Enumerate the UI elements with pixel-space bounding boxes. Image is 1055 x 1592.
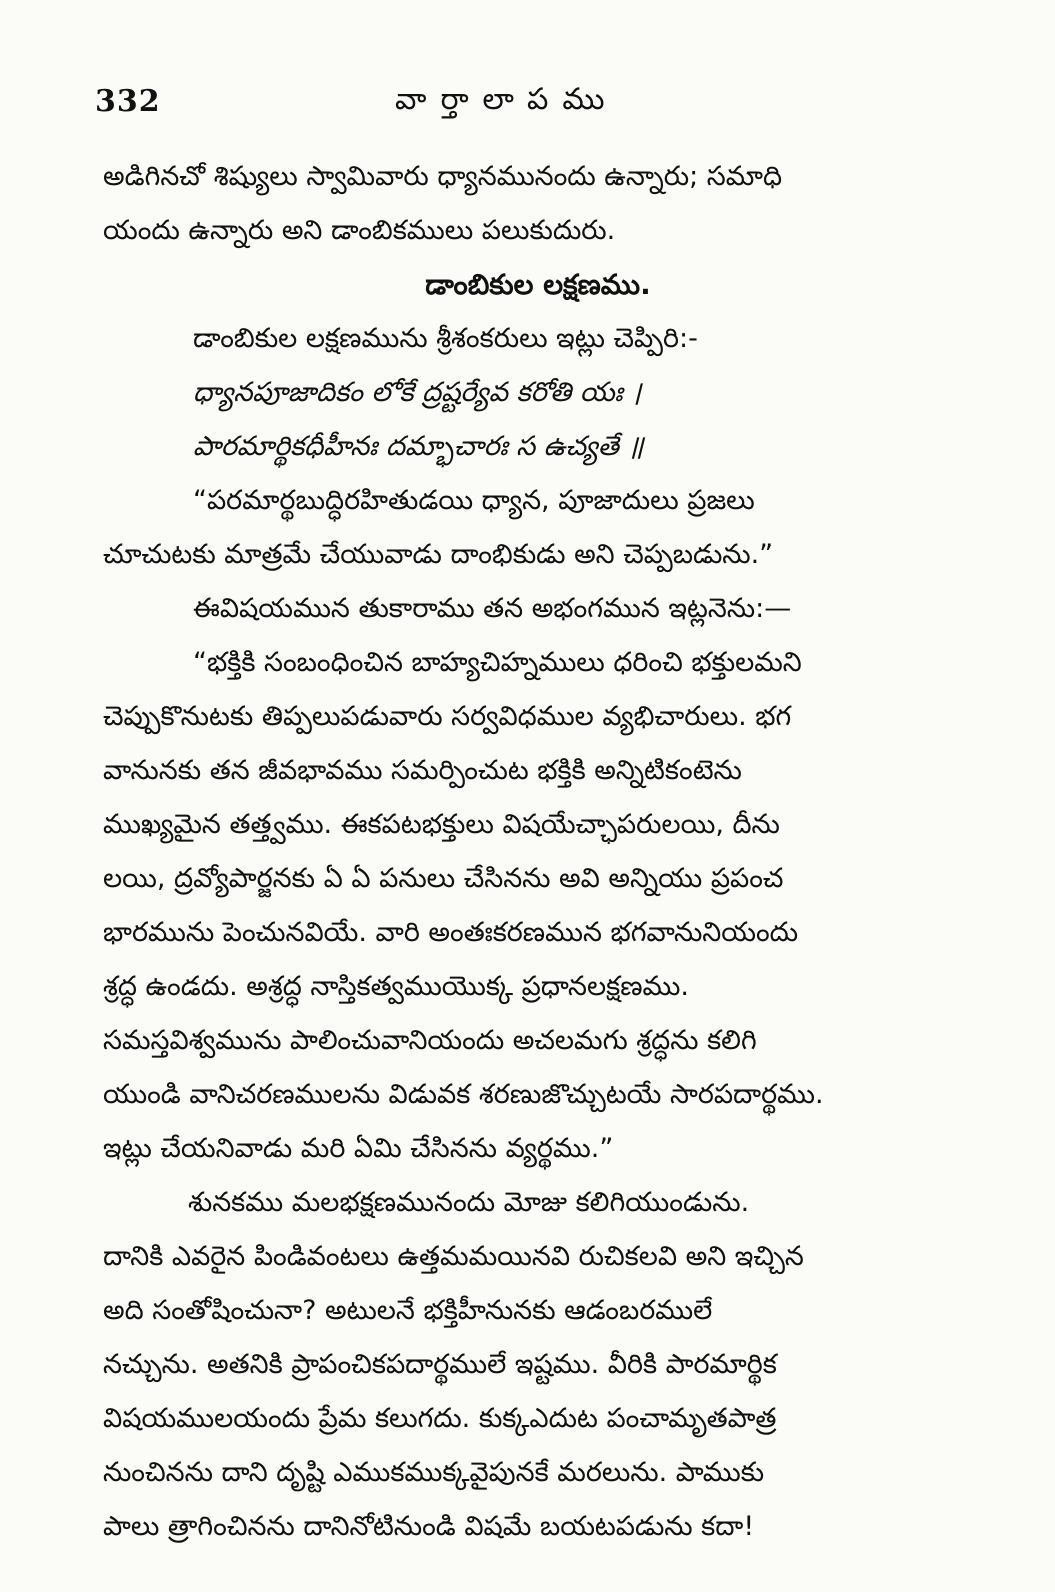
text-line: లయి, ద్రవ్యోపార్జనకు ఏ ఏ పనులు చేసినను అవి అన్నియు ప్రపంచ — [103, 863, 784, 894]
text-line: అడిగినచో శిష్యులు స్వామివారు ధ్యానమునందు ఉన్నారు; సమాధి — [103, 161, 783, 192]
text-line: విషయములయందు ప్రేమ కలుగదు. కుక్కఎదుట పంచామృతపాత్ర — [103, 1403, 777, 1434]
text-line: “భక్తికి సంబంధించిన బాహ్యచిహ్నములు ధరించి భక్తులమని — [193, 647, 802, 678]
text-line: శునకము మలభక్షణమునందు మోజు కలిగియుండును. — [188, 1187, 750, 1218]
text-line: సమస్తవిశ్వమును పాలించువానియందు అచలమగు శ్రద్ధను కలిగి — [103, 1025, 757, 1056]
section-heading: డాంబికుల లక్షణము. — [425, 268, 651, 301]
text-line: దానికి ఎవరైన పిండివంటలు ఉత్తమమయినవి రుచికలవి అని ఇచ్చిన — [103, 1241, 804, 1272]
text-line: డాంబికుల లక్షణమును శ్రీశంకరులు ఇట్లు చెప్పిరి:- — [193, 323, 698, 354]
text-line: చెప్పుకొనుటకు తిప్పలుపడువారు సర్వవిధముల వ్యభిచారులు. భగ — [103, 701, 792, 732]
text-line: చూచుటకు మాత్రమే చేయువాడు దాంభికుడు అని చెప్పబడును.” — [103, 539, 774, 570]
text-line: పాలు త్రాగించినను దానినోటినుండి విషమే బయటపడును కదా! — [103, 1511, 755, 1542]
text-line: యందు ఉన్నారు అని డాంబికములు పలుకుదురు. — [103, 215, 616, 246]
text-line: ఇట్లు చేయనివాడు మరి ఏమి చేసినను వ్యర్థము.” — [103, 1133, 614, 1164]
page-number: 332 — [95, 84, 161, 119]
running-title: వార్తాలాపము — [395, 82, 619, 117]
verse-line: పారమార్థికధీహీనః దమ్భాచారః స ఉచ్యతే ॥ — [193, 431, 644, 462]
text-line: ముఖ్యమైన తత్త్వము. ఈకపటభక్తులు విషయేచ్ఛాపరులయి, దీను — [103, 809, 780, 840]
text-line: వానునకు తన జీవభావము సమర్పించుట భక్తికి అన్నిటికంటెను — [103, 755, 742, 786]
text-line: భారమును పెంచునవియే. వారి అంతఃకరణమున భగవానునియందు — [103, 917, 799, 948]
page-header — [95, 78, 935, 128]
text-line: ఈవిషయమున తుకారాము తన అభంగమున ఇట్లనెను:— — [193, 593, 792, 624]
page-body — [103, 150, 933, 1554]
text-line: అది సంతోషించునా? అటులనే భక్తిహీనునకు ఆడంబరములే — [103, 1295, 713, 1326]
text-line: యుండి వానిచరణములను విడువక శరణుజొచ్చుటయే సారపదార్థము. — [103, 1079, 824, 1110]
text-line: “పరమార్థబుద్ధిరహితుడయి ధ్యాన, పూజాదులు ప్రజలు — [193, 485, 755, 516]
text-line: నుంచినను దాని దృష్టి ఎముకముక్కవైపునకే మరలును. పాముకు — [103, 1457, 765, 1488]
verse-line: ధ్యానపూజాదికం లోకే ద్రష్టర్యేవ కరోతి యః । — [193, 377, 642, 408]
text-line: శ్రద్ధ ఉండదు. అశ్రద్ధ నాస్తికత్వముయొక్క ప్రధానలక్షణము. — [103, 971, 689, 1002]
text-line: నచ్చును. అతనికి ప్రాపంచికపదార్థములే ఇష్టము. వీరికి పారమార్థిక — [103, 1349, 777, 1380]
